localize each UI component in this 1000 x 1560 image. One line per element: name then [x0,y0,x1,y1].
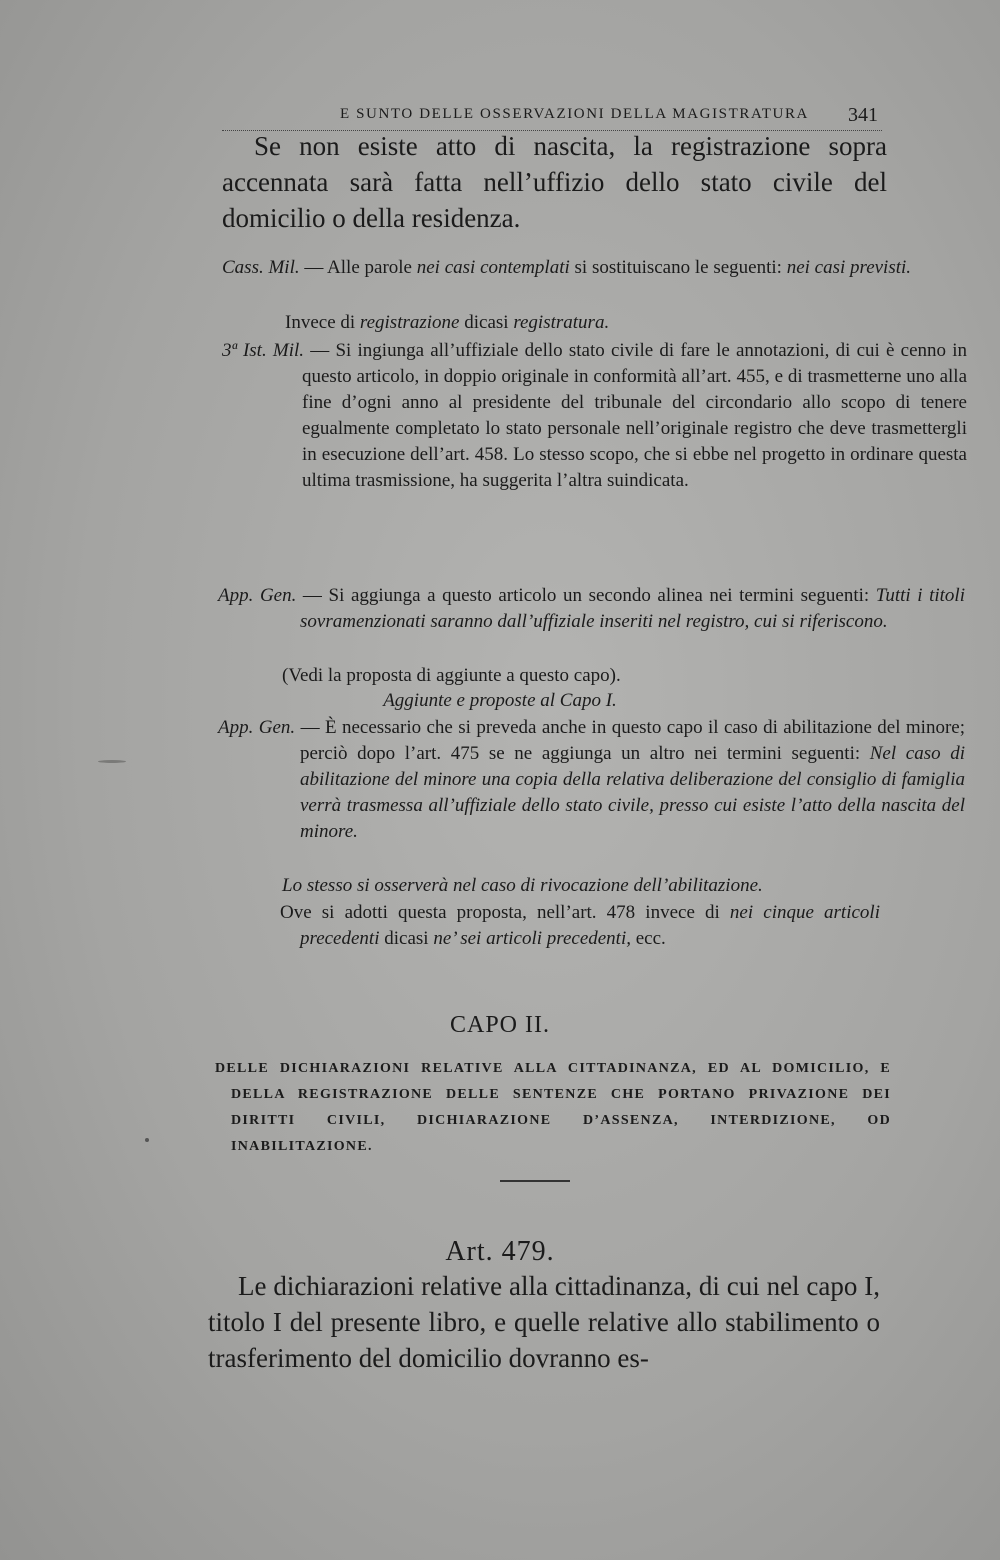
intro-paragraph: Se non esiste atto di nascita, la registrazione sopra accennata sarà fatta nell’uffizio dello stato civile del domicilio o della residenza. [222,131,887,233]
chapter-title: CAPO II. [449,1012,550,1038]
note-label: 3ª Ist. Mil. [222,340,305,361]
note-italic: Nel caso di abilitazione del minore una copia della relativa deliberazione del consiglio di famiglia verrà trasmessa all’uffiziale dello stato civile, presso cui esiste l’atto della nascita del minore. [300,743,965,842]
note-app-gen-1 [218,583,965,635]
note-text: — Alle parole [299,257,417,278]
note-italic: nei casi contemplati [416,257,570,278]
article-title: Art. 479. [445,1236,555,1267]
note-vedi: (Vedi la proposta di aggiunte a questo capo). [282,665,621,686]
page-number: 341 [848,104,878,126]
note-italic: Tutti i titoli sovramenzionati saranno dall’uffiziale inseriti nel registro, cui si riferiscono. [300,585,965,632]
note-label: App. Gen. [218,585,297,606]
running-title: E SUNTO DELLE OSSERVAZIONI DELLA MAGISTRATURA [340,106,809,122]
section-heading-aggiunte: Aggiunte e proposte al Capo I. [383,690,617,711]
note-text: Ove si adotti questa proposta, nell’art. 478 invece di [280,902,730,923]
paper-mark [98,760,126,763]
note-ove-si-adotti [280,900,880,952]
section-divider [500,1180,570,1182]
note-label: Cass. Mil. [222,257,300,278]
chapter-description: DELLE DICHIARAZIONI RELATIVE ALLA CITTADINANZA, ED AL DOMICILIO, E DELLA REGISTRAZIONE DELLE SENTENZE CHE PORTANO PRIVAZIONE DEI DIRITTI CIVILI, DICHIARAZIONE D’ASSENZA, INTERDIZIONE, OD INABILITAZIONE. [215,1061,891,1154]
note-italic: registratura. [513,312,610,333]
note-label: App. Gen. [218,717,296,738]
note-italic: registrazione [359,312,460,333]
note-text: si sostituiscano le seguenti: [569,257,787,278]
paper-speck [145,1138,149,1142]
note-text: — È necessario che si preveda anche in questo capo il caso di abilitazione del minore; perciò dopo l’art. 475 se ne aggiunga un altro nei termini seguenti: [295,717,966,764]
note-italic: nei cinque articoli precedenti [300,902,880,949]
note-text: — Si ingiunga all’uffiziale dello stato civile di fare le annotazioni, di cui è cenno in questo articolo, in doppio originale in conformità all’art. 455, e di trasmetterne uno alla fine d’ogni anno al presidente del tribunale del circondario allo scopo di tenere egualmente completato lo stato personale nell’originale registro che deve trasmettergli in esecuzione dell’art. 458. Lo stesso scopo, che si ebbe nel progetto in ordinare questa ultima trasmissione, ha suggerita l’altra suindicata. [302,340,967,491]
running-header [222,100,882,131]
note-cass-mil [222,255,950,281]
note-app-gen-2 [218,715,965,845]
note-text: ecc. [631,928,666,949]
note-text: dicasi [379,928,434,949]
note-italic: ne’ sei articoli precedenti, [433,928,631,949]
note-registrazione [285,310,885,336]
article-paragraph: Le dichiarazioni relative alla cittadinanza, di cui nel capo I, titolo I del presente libro, e quelle relative allo stabilimento o trasferimento del domicilio dovranno es- [208,1271,880,1373]
note-text: Invece di [285,312,360,333]
note-text: dicasi [459,312,514,333]
note-rivocazione: Lo stesso si osserverà nel caso di rivocazione dell’abilitazione. [282,875,763,896]
note-text: — Si aggiunga a questo articolo un secondo alinea nei termini seguenti: [296,585,876,606]
note-3a-ist-mil [222,338,967,494]
note-italic: nei casi previsti. [786,257,912,278]
